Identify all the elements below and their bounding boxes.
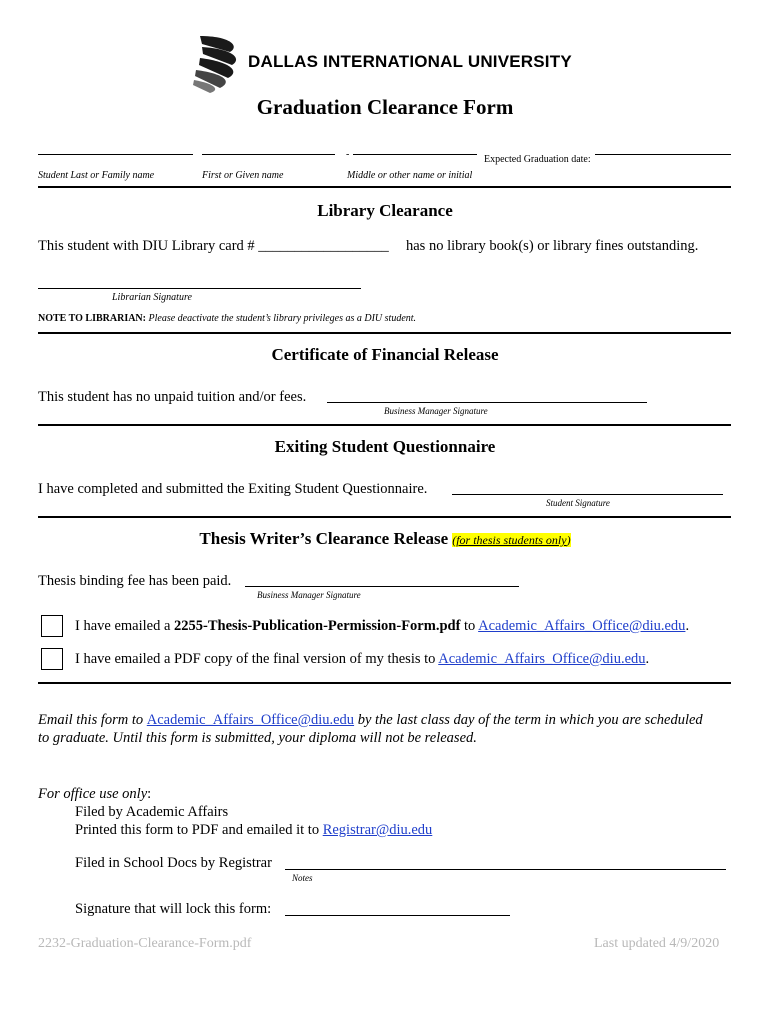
questionnaire-heading: Exiting Student Questionnaire — [274, 437, 496, 456]
academic-affairs-email-link[interactable]: Academic_Affairs_Office@diu.edu — [438, 651, 646, 667]
library-heading: Library Clearance — [317, 201, 453, 220]
checkbox1-to: to — [460, 618, 479, 634]
permission-form-filename: 2255-Thesis-Publication-Permission-Form.pdf — [174, 618, 461, 634]
librarian-note — [38, 313, 416, 324]
divider — [38, 424, 731, 426]
librarian-signature-field[interactable] — [38, 288, 361, 289]
middle-name-field[interactable] — [353, 154, 477, 155]
academic-affairs-email-link[interactable]: Academic_Affairs_Office@diu.edu — [478, 618, 686, 634]
university-name: DALLAS INTERNATIONAL UNIVERSITY — [248, 52, 572, 71]
library-statement-suffix: has no library book(s) or library fines outstanding. — [406, 238, 699, 254]
academic-affairs-email-link[interactable]: Academic_Affairs_Office@diu.edu — [146, 712, 355, 728]
thesis-pdf-statement — [75, 651, 649, 668]
thesis-heading-note — [452, 533, 570, 547]
divider — [38, 682, 731, 684]
name-dash: - — [346, 149, 350, 160]
thesis-heading: Thesis Writer’s Clearance Release — [199, 529, 449, 548]
financial-signature-field[interactable] — [327, 402, 647, 403]
office-use-label — [38, 786, 151, 803]
office-use-colon: : — [147, 786, 152, 802]
financial-signature-label: Business Manager Signature — [384, 406, 488, 416]
expected-graduation-field[interactable] — [595, 154, 731, 155]
registrar-email-link[interactable]: Registrar@diu.edu — [322, 822, 433, 838]
instructions-prefix: Email this form to — [38, 712, 147, 728]
filed-school-docs-label: Filed in School Docs by Registrar — [75, 855, 272, 871]
footer-filename: 2232-Graduation-Clearance-Form.pdf — [38, 936, 252, 951]
expected-graduation-label: Expected Graduation date: — [484, 154, 591, 165]
checkbox1-prefix: I have emailed a — [75, 618, 175, 634]
divider — [38, 516, 731, 518]
librarian-note-text: Please deactivate the student’s library privileges as a DIU student. — [148, 313, 417, 324]
financial-heading: Certificate of Financial Release — [271, 345, 499, 364]
checkbox1-end: . — [685, 618, 690, 634]
notes-label: Notes — [292, 873, 313, 883]
thesis-permission-checkbox[interactable] — [41, 615, 63, 637]
thesis-pdf-checkbox[interactable] — [41, 648, 63, 670]
first-name-label: First or Given name — [202, 170, 284, 181]
financial-statement: This student has no unpaid tuition and/or fees. — [38, 389, 307, 405]
student-signature-label: Student Signature — [546, 498, 610, 508]
logo-swoosh-icon — [190, 32, 252, 94]
librarian-signature-label: Librarian Signature — [112, 292, 192, 303]
checkbox2-prefix: I have emailed a PDF copy of the final version of my thesis to — [75, 651, 439, 667]
university-logo — [190, 32, 252, 94]
questionnaire-statement: I have completed and submitted the Exiting Student Questionnaire. — [38, 481, 428, 497]
footer-last-updated: Last updated 4/9/2020 — [594, 936, 720, 951]
last-name-label: Student Last or Family name — [38, 170, 155, 181]
thesis-permission-statement — [75, 618, 689, 635]
printed-prefix: Printed this form to PDF and emailed it to — [75, 822, 323, 838]
student-signature-field[interactable] — [452, 494, 723, 495]
filed-by-academic-affairs: Filed by Academic Affairs — [75, 804, 229, 820]
thesis-fee-signature-field[interactable] — [245, 586, 519, 587]
thesis-only-note: for thesis students only — [456, 533, 567, 547]
form-title: Graduation Clearance Form — [256, 95, 514, 119]
first-name-field[interactable] — [202, 154, 335, 155]
office-use-text: For office use only — [38, 786, 148, 802]
email-instructions-line1 — [38, 712, 703, 729]
divider — [38, 332, 731, 334]
email-instructions-line2: to graduate. Until this form is submitted, your diploma will not be released. — [38, 730, 477, 746]
instructions-suffix: by the last class day of the term in which you are scheduled — [354, 712, 703, 728]
thesis-heading-row — [0, 529, 770, 549]
library-statement-prefix: This student with DIU Library card # __________________ — [38, 238, 389, 254]
thesis-fee-statement: Thesis binding fee has been paid. — [38, 573, 232, 589]
thesis-signature-label: Business Manager Signature — [257, 590, 361, 600]
lock-signature-label: Signature that will lock this form: — [75, 901, 272, 917]
lock-signature-field[interactable] — [285, 915, 510, 916]
printed-and-emailed — [75, 822, 432, 839]
paren-open: ( — [452, 533, 457, 547]
checkbox2-end: . — [645, 651, 650, 667]
librarian-note-label: NOTE TO LIBRARIAN: — [38, 313, 146, 324]
paren-close: ) — [566, 533, 571, 547]
divider — [38, 186, 731, 188]
school-docs-notes-field[interactable] — [285, 869, 726, 870]
last-name-field[interactable] — [38, 154, 193, 155]
middle-name-label: Middle or other name or initial — [347, 170, 473, 181]
